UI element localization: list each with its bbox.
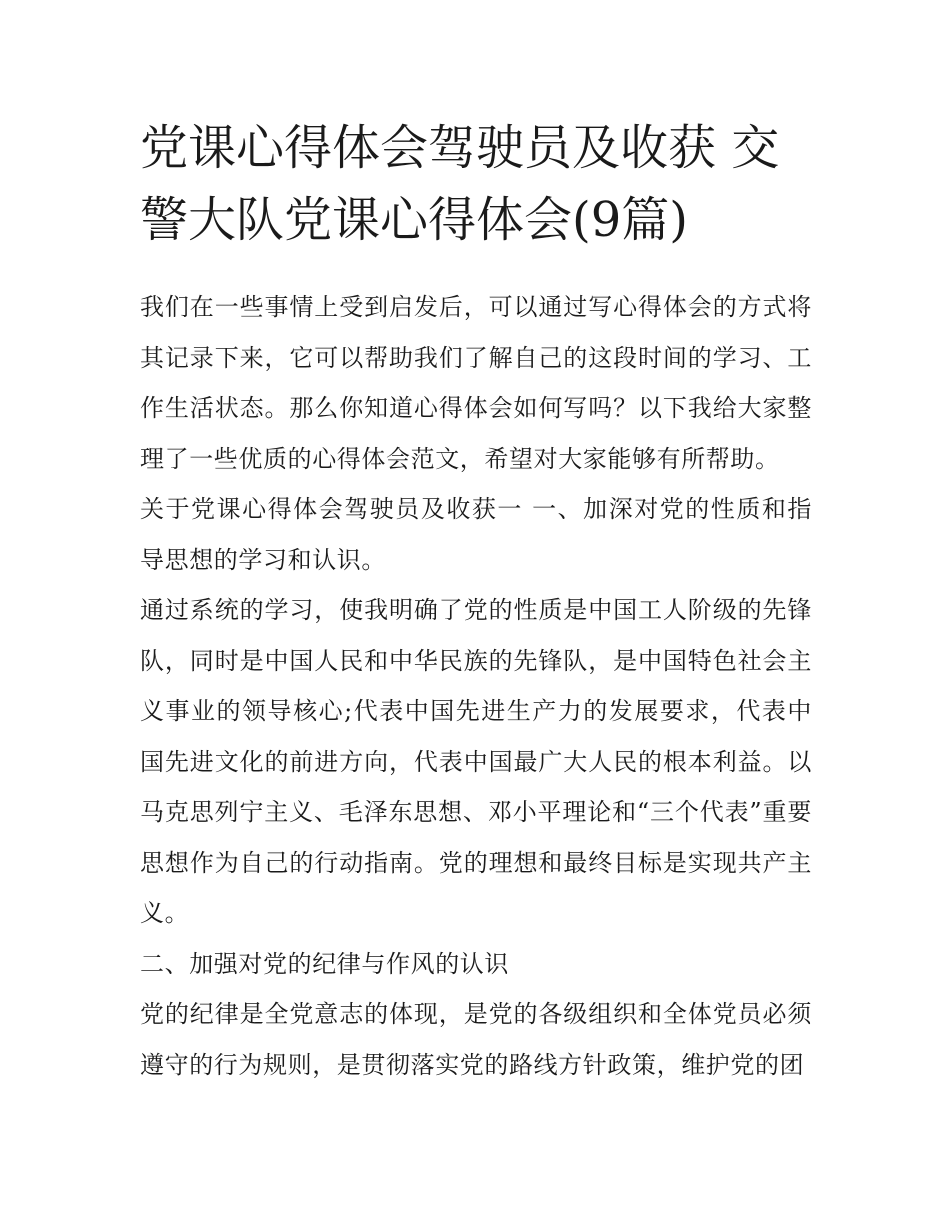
section-two-heading: 二、加强对党的纪律与作风的认识: [140, 949, 509, 978]
section-one-paragraph: 通过系统的学习，使我明确了党的性质是中国工人阶级的先锋队，同时是中国人民和中华民族的先锋队，是中国特色社会主义事业的领导核心;代表中国先进生产力的发展要求，代表中国先进文化的前进方向，代表中国最广大人民的根本利益。以马克思列宁主义、毛泽东思想、邓小平理论和“三个代表”重要思想作为自己的行动指南。党的理想和最终目标是实现共产主义。: [140, 596, 812, 927]
document-title: 党课心得体会驾驶员及收获 交警大队党课心得体会(9篇): [140, 120, 780, 248]
intro-paragraph: 我们在一些事情上受到启发后，可以通过写心得体会的方式将其记录下来，它可以帮助我们了解自己的这段时间的学习、工作生活状态。那么你知道心得体会如何写吗？以下我给大家整理了一些优质的心得体会范文，希望对大家能够有所帮助。: [140, 293, 812, 473]
section-one-heading: 关于党课心得体会驾驶员及收获一 一、加深对党的性质和指导思想的学习和认识。: [140, 495, 812, 574]
section-two-paragraph: 党的纪律是全党意志的体现，是党的各级组织和全体党员必须遵守的行为规则，是贯彻落实党的路线方针政策，维护党的团: [140, 1000, 812, 1079]
document-body: [140, 112, 812, 1090]
